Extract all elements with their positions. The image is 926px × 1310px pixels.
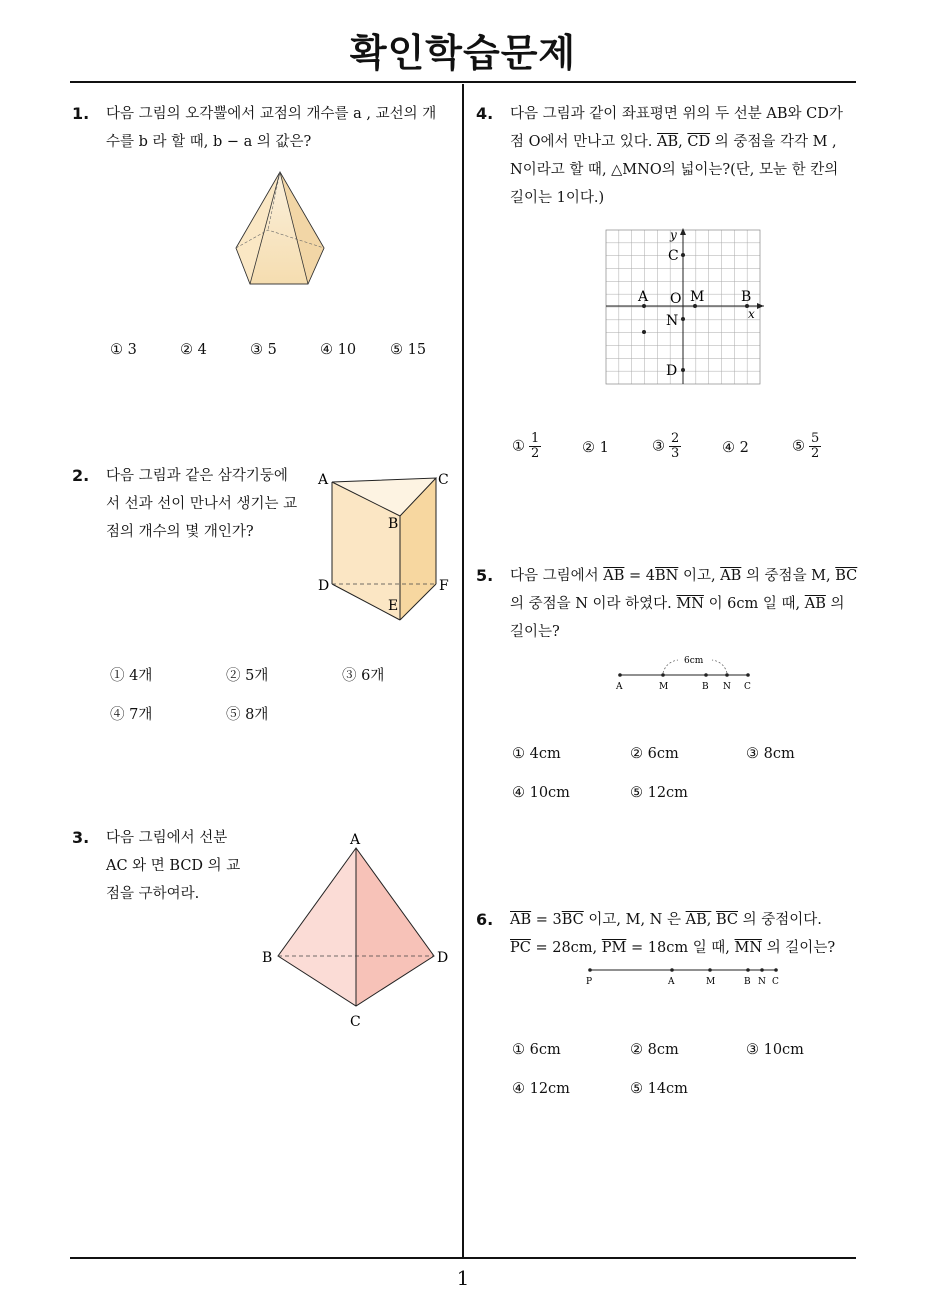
q5-number: 5. <box>476 566 494 585</box>
q5-label-c: C <box>744 682 751 692</box>
q4-option-3[interactable]: ③ $\frac{2}{3}$ <box>652 431 680 461</box>
q6-option-2[interactable]: ② 8cm <box>630 1042 679 1058</box>
q5-line2: 의 중점을 N 이라 하였다. $\overline{MN}$ 이 6cm 일 때, $\overline{AB}$ 의 <box>510 596 845 612</box>
q6-label-m: M <box>706 977 716 987</box>
q4-label-a: A <box>638 289 649 305</box>
q6-label-n: N <box>758 977 766 987</box>
q5-option-2[interactable]: ② 6cm <box>630 746 679 762</box>
q6-number: 6. <box>476 910 494 929</box>
q3-line3: 점을 구하여라. <box>106 886 200 902</box>
q6-text <box>510 906 860 962</box>
q1-option-4[interactable]: ④ 10 <box>320 342 357 358</box>
q2-option-4[interactable]: ④ 7개 <box>110 707 153 723</box>
q5-option-1[interactable]: ① 4cm <box>512 746 561 762</box>
q6-label-a: A <box>668 977 675 987</box>
q6-label-c: C <box>772 977 779 987</box>
q6-line2: $\overline{PC} = 28cm$, $\overline{PM} = 18cm$ 일 때, $\overline{MN}$ 의 길이는? <box>510 940 836 956</box>
q5-label-m: M <box>659 682 669 692</box>
page-title: 확인학습문제 <box>349 31 577 75</box>
q4-line1: 다음 그림과 같이 좌표평면 위의 두 선분 AB와 CD가 <box>510 106 843 122</box>
column-divider <box>462 84 464 1258</box>
q3-label-d: D <box>437 950 449 966</box>
q5-line3: 길이는? <box>510 624 560 640</box>
q6-option-5[interactable]: ⑤ 14cm <box>630 1081 688 1097</box>
q2-option-1[interactable]: ① 4개 <box>110 668 153 684</box>
q3-line2: AC 와 면 BCD 의 교 <box>106 858 241 874</box>
q4-label-m: M <box>690 289 705 305</box>
q4-coordinate-grid <box>600 224 770 388</box>
q4-option-4[interactable]: ④ 2 <box>722 440 749 456</box>
q2-option-3[interactable]: ③ 6개 <box>342 668 385 684</box>
q2-line3: 점의 개수의 몇 개인가? <box>106 524 254 540</box>
q4-label-o: O <box>670 291 682 307</box>
q6-segment-figure <box>580 960 790 992</box>
q4-number: 4. <box>476 104 494 123</box>
q5-option-4[interactable]: ④ 10cm <box>512 785 570 801</box>
q6-line1: $\overline{AB} = 3\overline{BC}$ 이고, M, N 은 AB, $\overline{BC}$ 의 중점이다. <box>510 912 822 928</box>
q1-pyramid-figure <box>230 168 330 290</box>
q5-label-b: B <box>702 682 709 692</box>
q2-label-e: E <box>388 598 399 614</box>
q6-option-4[interactable]: ④ 12cm <box>512 1081 570 1097</box>
q2-label-d: D <box>318 578 330 594</box>
q4-label-d: D <box>666 363 678 379</box>
q5-label-a: A <box>616 682 623 692</box>
q1-line1: 다음 그림의 오각뿔에서 교점의 개수를 a , 교선의 개 <box>106 106 437 122</box>
q2-option-5[interactable]: ⑤ 8개 <box>226 707 269 723</box>
q4-option-2[interactable]: ② 1 <box>582 440 609 456</box>
q5-segment-figure <box>606 652 766 696</box>
q1-text <box>106 100 456 156</box>
q2-text <box>106 462 311 546</box>
q5-text <box>510 562 860 646</box>
q4-line3: N이라고 할 때, △MNO의 넓이는?(단, 모눈 한 칸의 <box>510 162 839 178</box>
q2-number: 2. <box>72 466 90 485</box>
q6-option-3[interactable]: ③ 10cm <box>746 1042 804 1058</box>
q2-label-c: C <box>438 472 449 488</box>
q3-number: 3. <box>72 828 90 847</box>
q1-number: 1. <box>72 104 90 123</box>
q5-option-5[interactable]: ⑤ 12cm <box>630 785 688 801</box>
q3-tetrahedron-figure <box>258 830 458 1030</box>
q3-label-c: C <box>350 1014 361 1030</box>
q3-label-b: B <box>262 950 273 966</box>
bottom-divider <box>70 1257 856 1259</box>
q1-option-1[interactable]: ① 3 <box>110 342 137 358</box>
q2-line1: 다음 그림과 같은 삼각기둥에 <box>106 468 288 484</box>
q2-label-b: B <box>388 516 399 532</box>
top-divider <box>70 81 856 83</box>
q4-label-b: B <box>741 289 752 305</box>
q5-line1: 다음 그림에서 $\overline{AB} = 4\overline{BN}$ 이고, $\overline{AB}$ 의 중점을 M, $\overline{BC}$ <box>510 568 858 584</box>
q2-option-2[interactable]: ② 5개 <box>226 668 269 684</box>
q4-label-x: x <box>748 307 755 321</box>
q5-label-n: N <box>723 682 731 692</box>
q4-line2: 점 O에서 만나고 있다. $\overline{AB}$, $\overline{CD}$ 의 중점을 각각 M , <box>510 134 837 150</box>
q1-option-5[interactable]: ⑤ 15 <box>390 342 427 358</box>
q4-label-y: y <box>670 228 677 242</box>
q4-label-c: C <box>668 248 679 264</box>
q2-prism-figure <box>314 466 454 626</box>
q6-label-b: B <box>744 977 751 987</box>
q1-option-3[interactable]: ③ 5 <box>250 342 277 358</box>
q4-option-1[interactable]: ① $\frac{1}{2}$ <box>512 431 540 461</box>
q5-option-3[interactable]: ③ 8cm <box>746 746 795 762</box>
q1-option-2[interactable]: ② 4 <box>180 342 207 358</box>
q1-line2: 수를 b 라 할 때, b − a 의 값은? <box>106 134 312 150</box>
q4-option-5[interactable]: ⑤ $\frac{5}{2}$ <box>792 431 820 461</box>
q2-label-f: F <box>439 578 449 594</box>
q4-text <box>510 100 860 212</box>
q3-label-a: A <box>350 832 361 848</box>
q6-label-p: P <box>586 977 593 987</box>
page-number: 1 <box>456 1266 470 1290</box>
q3-line1: 다음 그림에서 선분 <box>106 830 228 846</box>
q4-label-n: N <box>666 313 679 329</box>
q4-line4: 길이는 1이다.) <box>510 190 605 206</box>
q3-text <box>106 824 256 908</box>
q6-option-1[interactable]: ① 6cm <box>512 1042 561 1058</box>
q5-distance-label: 6cm <box>684 656 704 666</box>
q2-label-a: A <box>318 472 329 488</box>
q2-line2: 서 선과 선이 만나서 생기는 교 <box>106 496 298 512</box>
